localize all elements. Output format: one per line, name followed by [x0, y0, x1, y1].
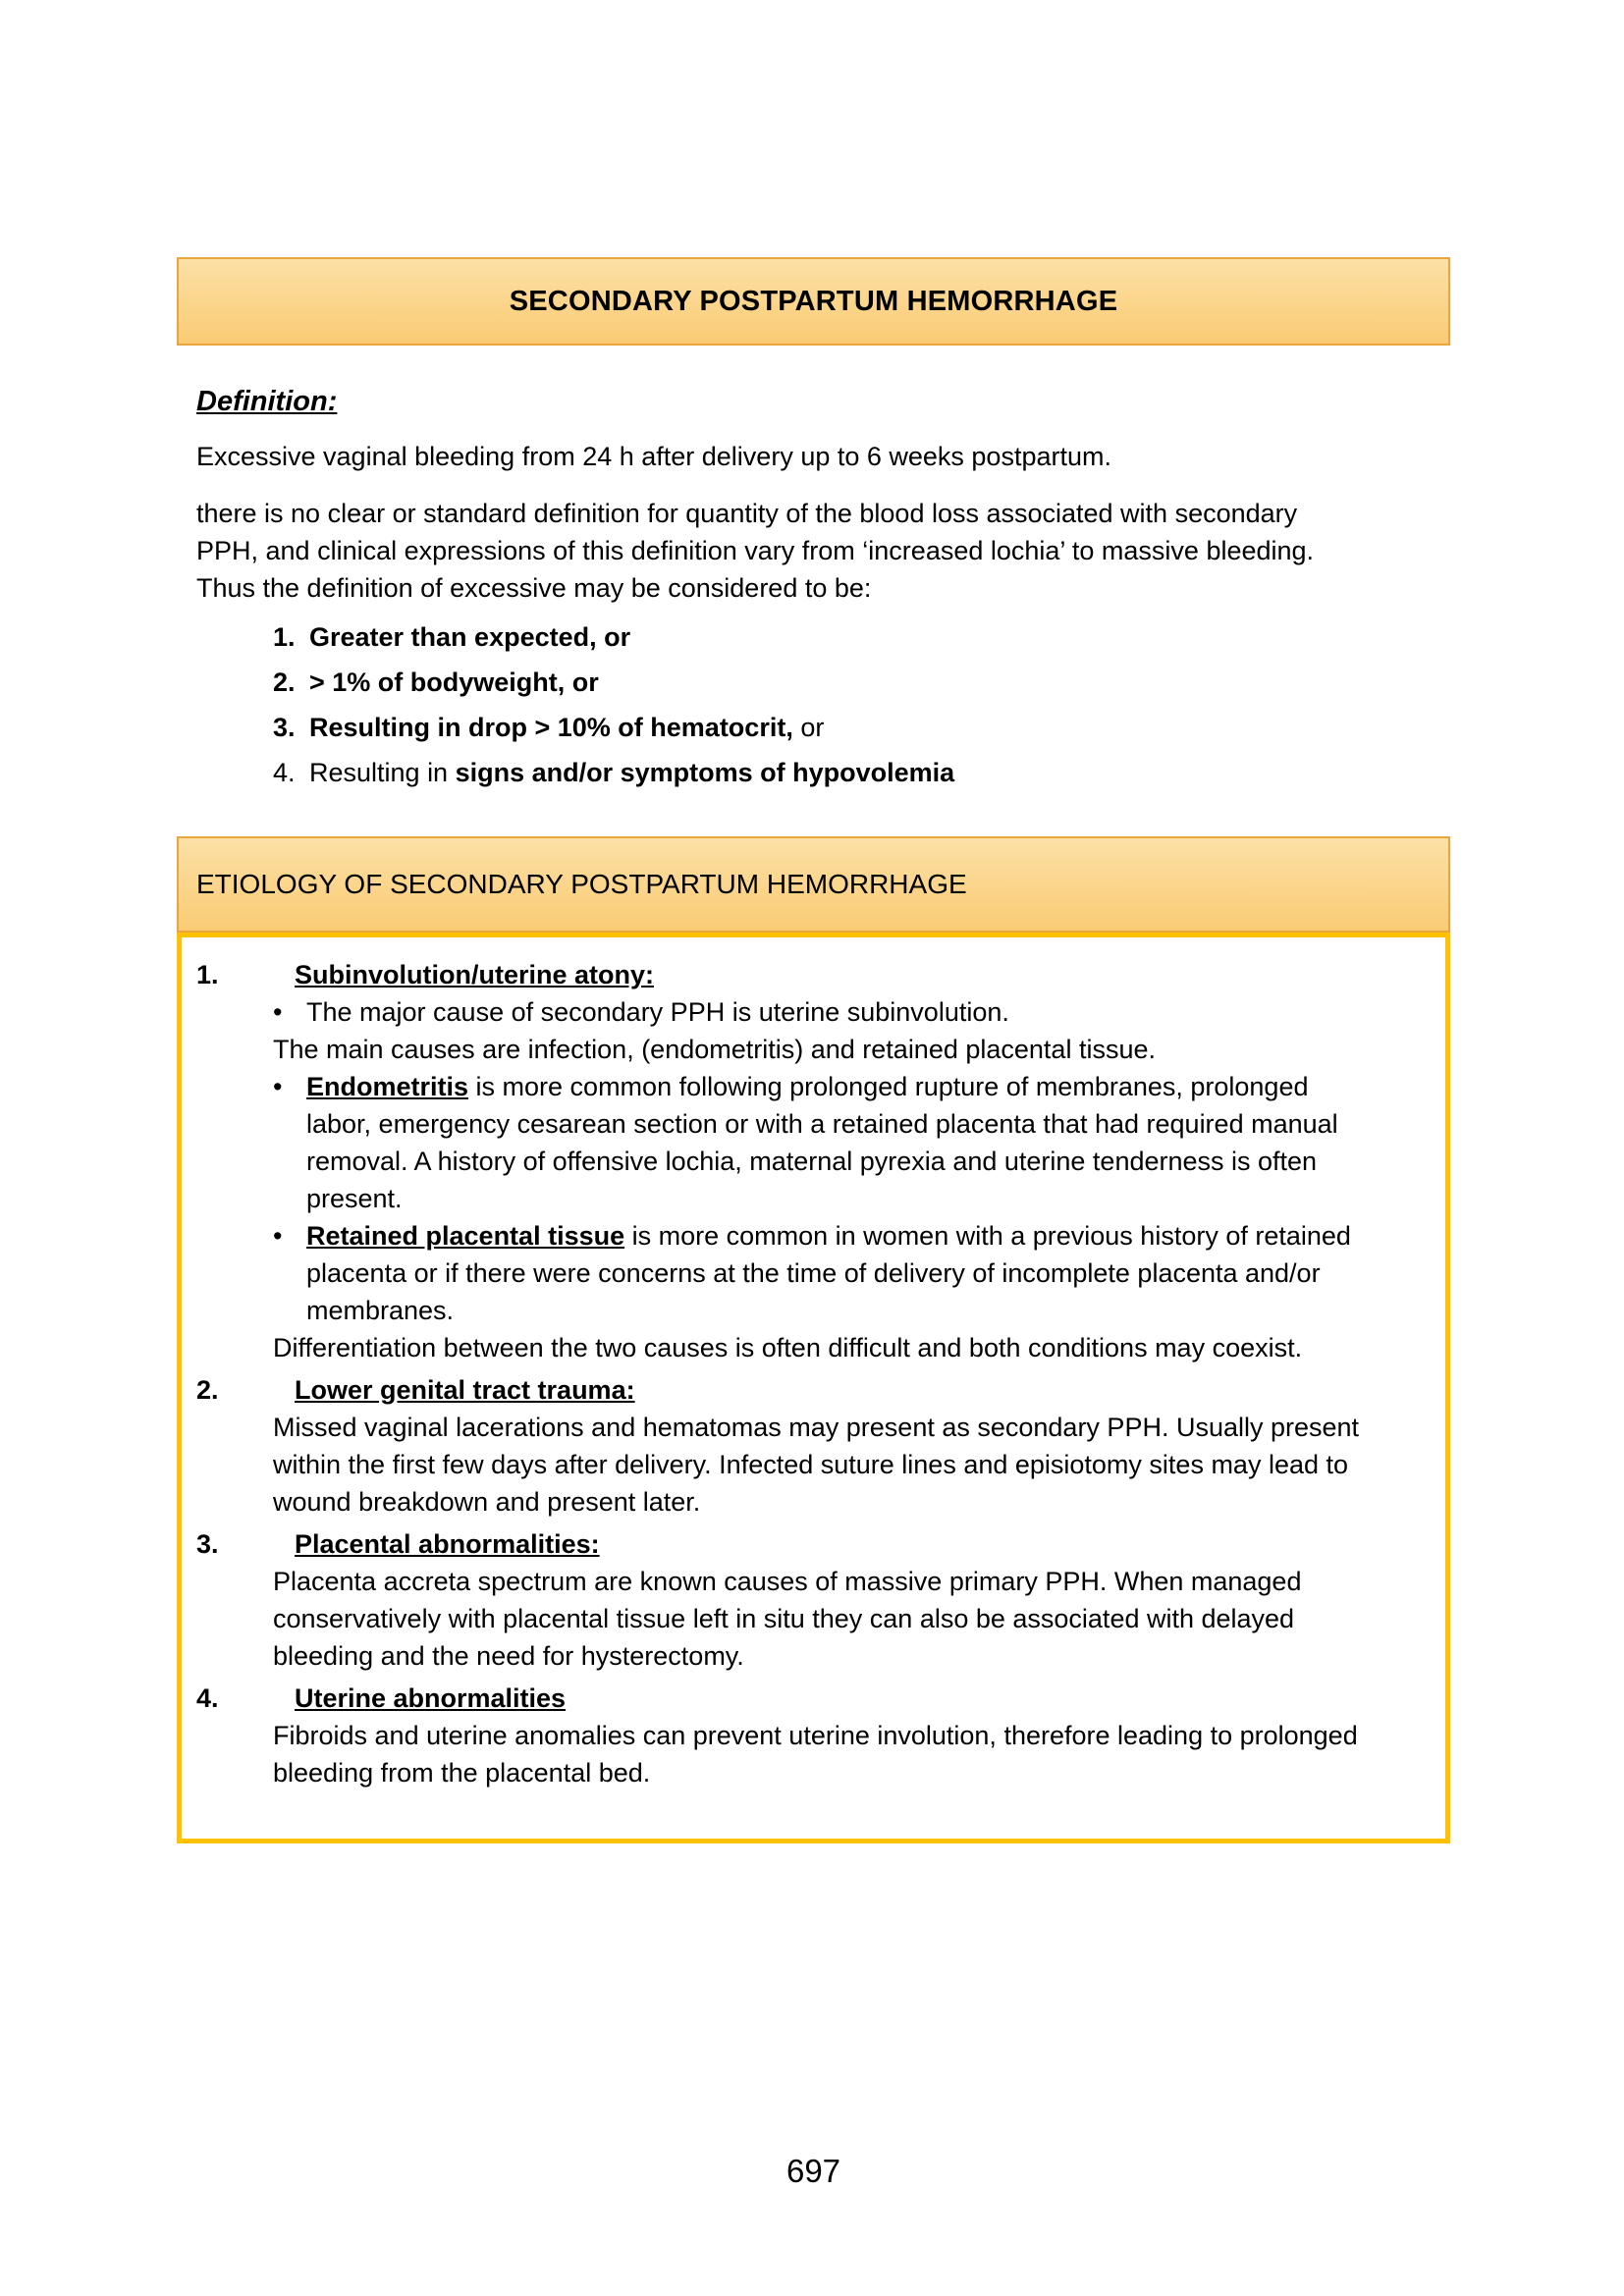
- list-number: 3.: [273, 713, 296, 742]
- definition-list-item-1: [273, 618, 1450, 656]
- item-paragraph: Missed vaginal lacerations and hematomas may present as secondary PPH. Usually present within the first few days after delivery. Infected suture lines and episiotomy sites may lead to wound breakdown and present later.: [273, 1413, 1360, 1517]
- list-item-text: Greater than expected, or: [309, 622, 631, 652]
- list-item-text: Resulting in signs and/or symptoms of hypovolemia: [309, 758, 955, 787]
- list-item-text: > 1% of bodyweight, or: [309, 667, 599, 697]
- bullet-text: The major cause of secondary PPH is uterine subinvolution.: [306, 997, 1009, 1027]
- bullet-item: [273, 993, 1375, 1031]
- title-banner: [177, 257, 1450, 346]
- etiology-item-2-body: [273, 1409, 1375, 1521]
- etiology-item-4-body: [273, 1717, 1375, 1791]
- etiology-item-3-heading-row: [196, 1525, 1434, 1563]
- bullet-icon: •: [273, 997, 283, 1027]
- list-number: 4.: [273, 758, 296, 787]
- definition-list-item-2: [273, 664, 1450, 701]
- etiology-box: [177, 933, 1450, 1843]
- item-heading: Lower genital tract trauma:: [295, 1375, 635, 1405]
- item-number: 1.: [196, 960, 219, 989]
- item-number: 3.: [196, 1529, 219, 1559]
- list-item-text: Resulting in drop > 10% of hematocrit, or: [309, 713, 825, 742]
- bullet-text: Retained placental tissue is more common in women with a previous history of retained placenta or if there were concerns at the time of delivery of incomplete placenta and/or membranes.: [306, 1221, 1351, 1325]
- item-heading: Placental abnormalities:: [295, 1529, 600, 1559]
- etiology-item-1-heading-row: [196, 956, 1434, 993]
- bullet-icon: •: [273, 1221, 283, 1251]
- definition-list-item-3: [273, 709, 1450, 746]
- page-title: SECONDARY POSTPARTUM HEMORRHAGE: [509, 285, 1118, 317]
- list-number: 2.: [273, 667, 296, 697]
- etiology-item-4-heading-row: [196, 1680, 1434, 1717]
- item-heading: Subinvolution/uterine atony:: [295, 960, 654, 989]
- etiology-banner-title: ETIOLOGY OF SECONDARY POSTPARTUM HEMORRHAGE: [196, 869, 967, 899]
- etiology-item-3-body: [273, 1563, 1375, 1675]
- bullet-text: Endometritis is more common following prolonged rupture of membranes, prolonged labor, emergency cesarean section or with a retained placenta that had required manual removal. A history of offensive lochia, maternal pyrexia and uterine tenderness is often present.: [306, 1072, 1338, 1213]
- document-page: [177, 257, 1450, 2190]
- list-number: 1.: [273, 622, 296, 652]
- definition-list-item-4: [273, 754, 1450, 791]
- definition-paragraph-1: Excessive vaginal bleeding from 24 h after delivery up to 6 weeks postpartum.: [196, 442, 1111, 471]
- etiology-banner: [177, 836, 1450, 933]
- item-heading: Uterine abnormalities: [295, 1683, 567, 1713]
- bullet-item: [273, 1217, 1375, 1329]
- bullet-item: [273, 1068, 1375, 1217]
- definition-list: [196, 618, 1450, 791]
- etiology-item-2-heading-row: [196, 1371, 1434, 1409]
- page-number: 697: [785, 2153, 841, 2189]
- definition-section: [177, 346, 1450, 791]
- item-number: 2.: [196, 1375, 219, 1405]
- bullet-icon: •: [273, 1072, 283, 1101]
- item-paragraph: Differentiation between the two causes is often difficult and both conditions may coexist.: [273, 1333, 1303, 1362]
- bullet-lead-term: Endometritis: [306, 1072, 469, 1101]
- etiology-item-1-body: [273, 993, 1375, 1366]
- item-paragraph: The main causes are infection, (endometritis) and retained placental tissue.: [273, 1035, 1156, 1064]
- item-paragraph: Placenta accreta spectrum are known causes of massive primary PPH. When managed conservatively with placental tissue left in situ they can also be associated with delayed bleeding and the need for hysterectomy.: [273, 1567, 1302, 1671]
- definition-heading: Definition:: [196, 386, 338, 417]
- item-number: 4.: [196, 1683, 219, 1713]
- bullet-lead-term: Retained placental tissue: [306, 1221, 625, 1251]
- definition-paragraph-2: there is no clear or standard definition for quantity of the blood loss associated with secondary PPH, and clinical expressions of this definition vary from ‘increased lochia’ to massive bleeding. Thus the definition of excessive may be considered to be:: [196, 499, 1315, 603]
- item-paragraph: Fibroids and uterine anomalies can prevent uterine involution, therefore leading to prolonged bleeding from the placental bed.: [273, 1721, 1358, 1788]
